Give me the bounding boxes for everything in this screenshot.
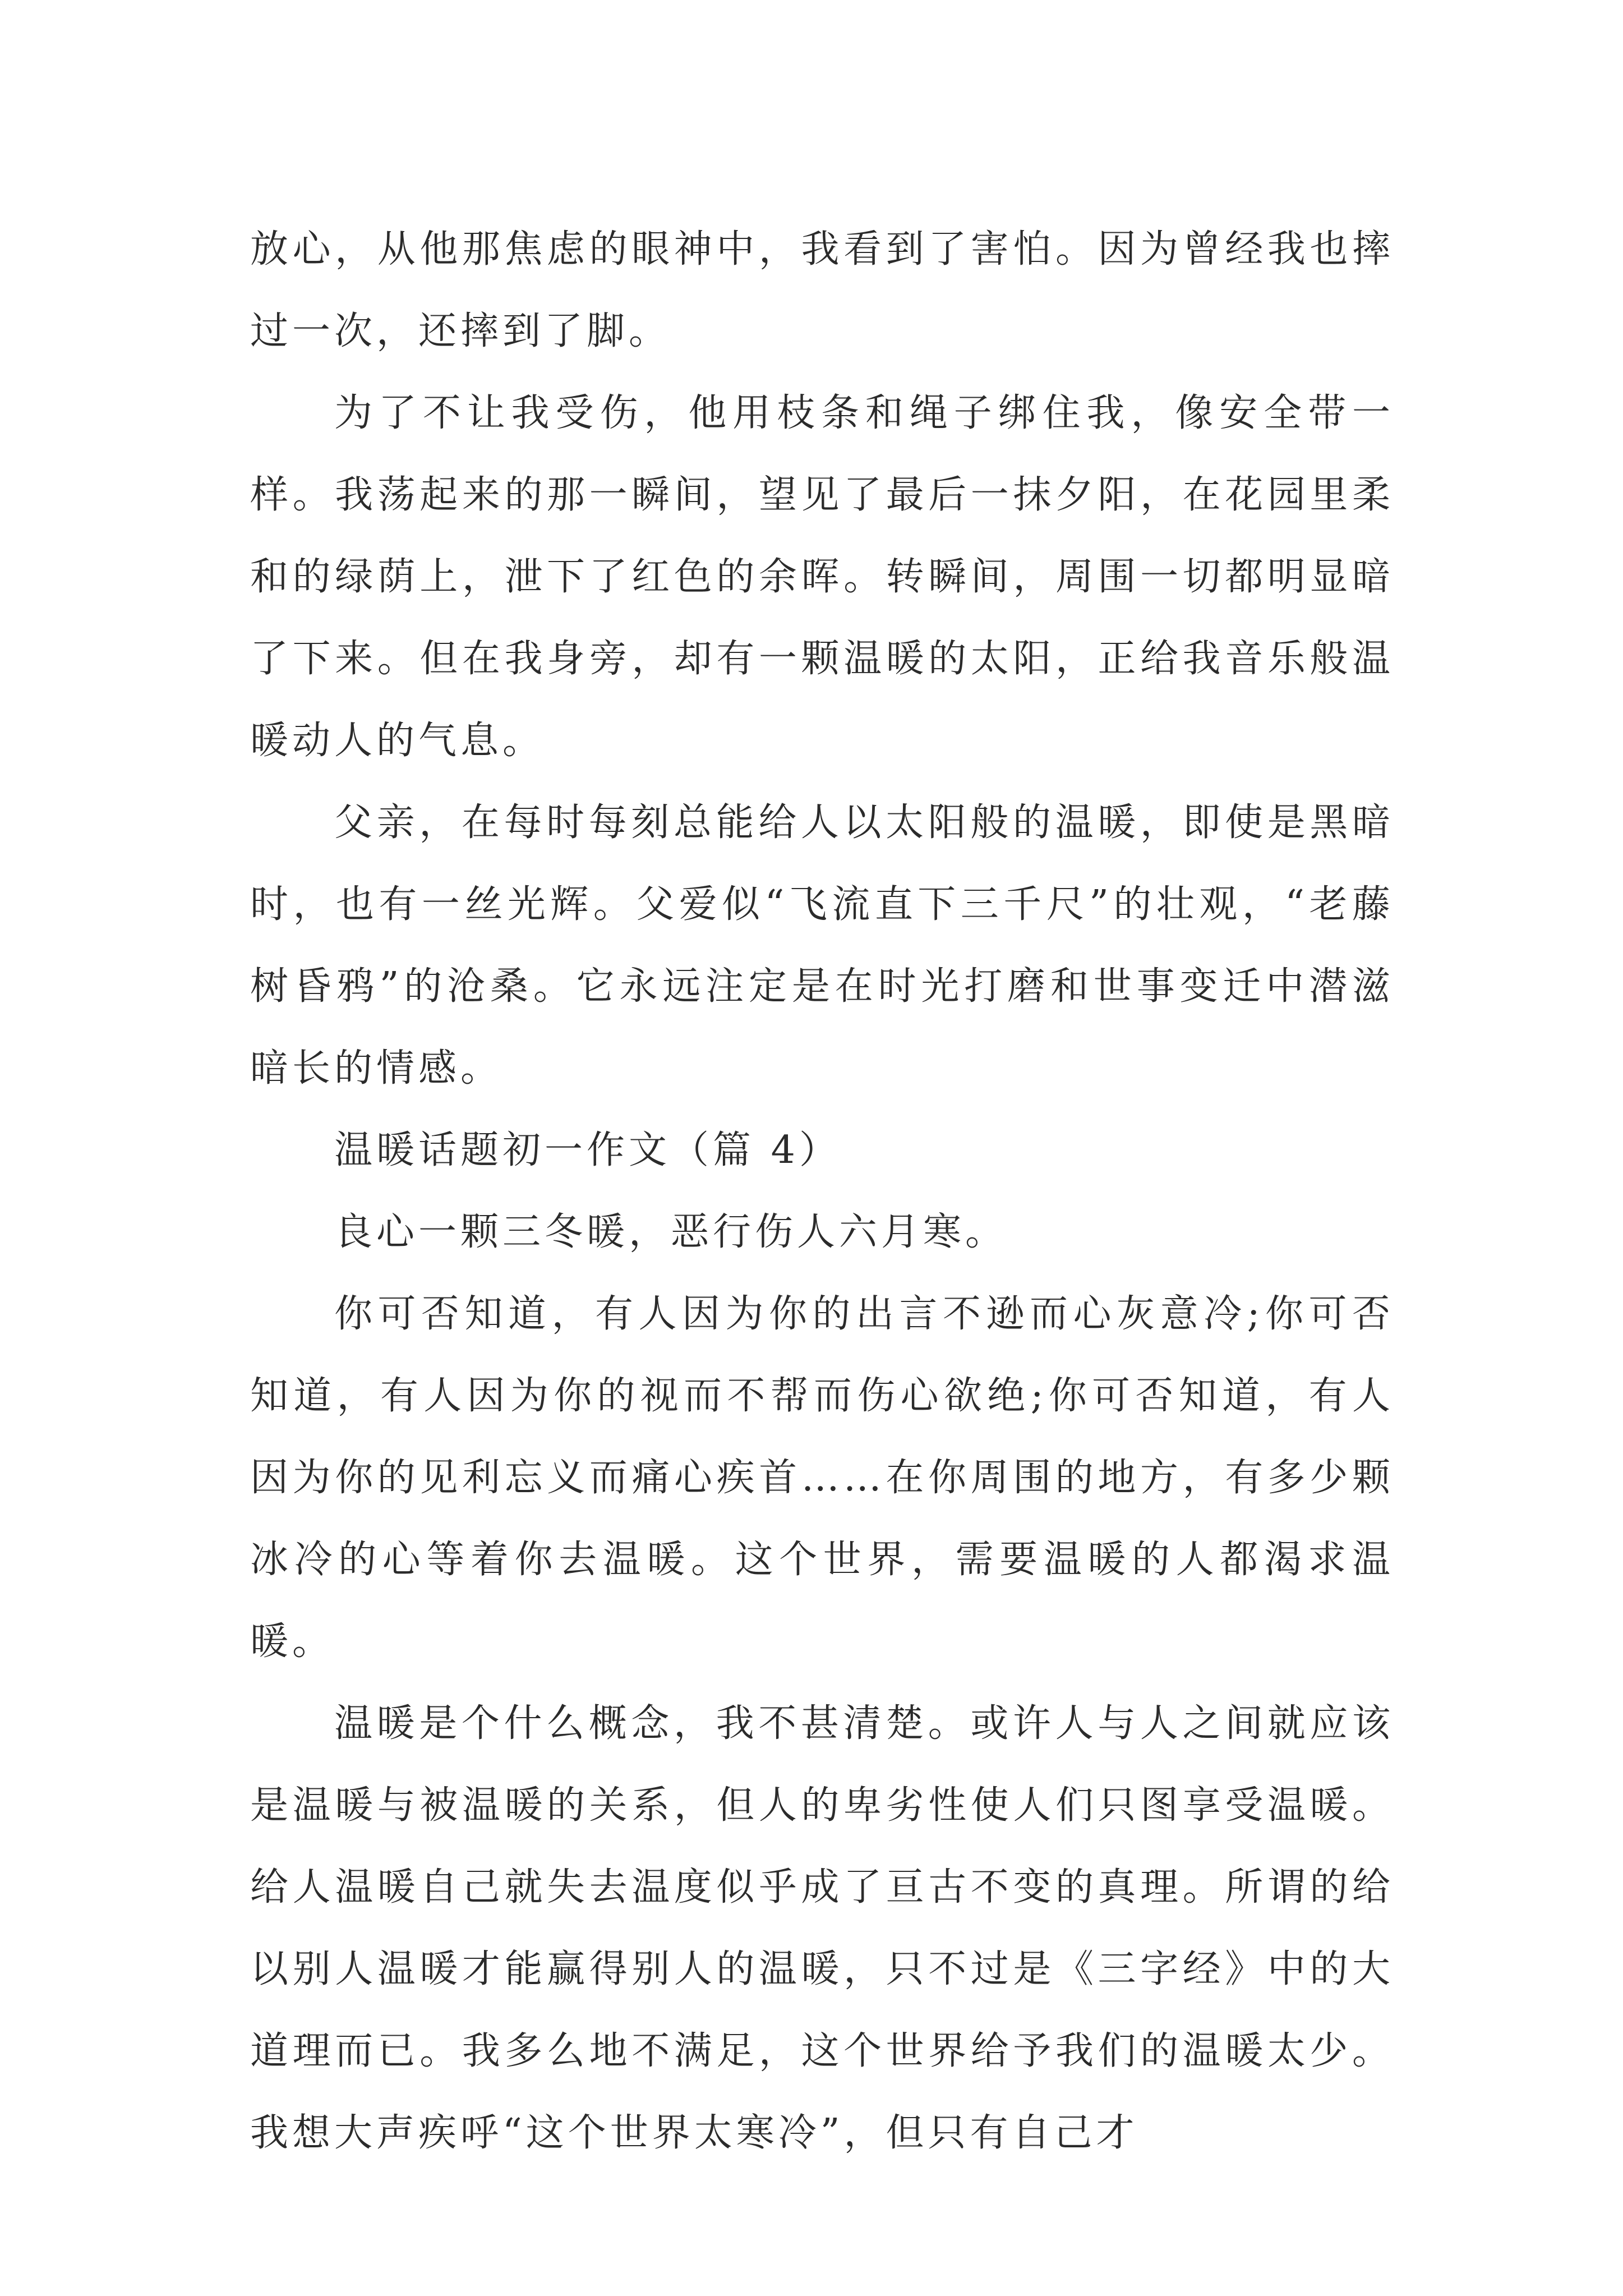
- paragraph-concept: 温暖是个什么概念，我不甚清楚。或许人与人之间就应该是温暖与被温暖的关系，但人的卑劣性使人们只图享受温暖。给人温暖自己就失去温度似乎成了亘古不变的真理。所谓的给以别人温暖才能赢得别人的温暖，只不过是《三字经》中的大道理而已。我多么地不满足，这个世界给予我们的温暖太少。我想大声疾呼“这个世界太寒冷”，但只有自己才: [250, 1701, 1394, 2155]
- essay-text-column: [250, 209, 1394, 2174]
- paragraph-proverb: 良心一颗三冬暖，恶行伤人六月寒。: [334, 1210, 1008, 1254]
- paragraph-swing: 为了不让我受伤，他用枝条和绳子绑住我，像安全带一样。我荡起来的那一瞬间，望见了最后一抹夕阳，在花园里柔和的绿荫上，泄下了红色的余晖。转瞬间，周围一切都明显暗了下来。但在我身旁，却有一颗温暖的太阳，正给我音乐般温暖动人的气息。: [250, 391, 1394, 763]
- paragraph-father: 父亲，在每时每刻总能给人以太阳般的温暖，即使是黑暗时，也有一丝光辉。父爱似“飞流直下三千尺”的壮观，“老藤树昏鸦”的沧桑。它永远注定是在时光打磨和世事变迁中潜滋暗长的情感。: [250, 800, 1394, 1091]
- paragraph-continuation: 放心，从他那焦虑的眼神中，我看到了害怕。因为曾经我也摔过一次，还摔到了脚。: [250, 227, 1394, 353]
- section-title: 温暖话题初一作文（篇 4）: [334, 1128, 841, 1172]
- paragraph-questions: 你可否知道，有人因为你的出言不逊而心灰意冷;你可否知道，有人因为你的视而不帮而伤心欲绝;你可否知道，有人因为你的见利忘义而痛心疾首……在你周围的地方，有多少颗冰冷的心等着你去温暖。这个世界，需要温暖的人都渴求温暖。: [250, 1292, 1394, 1664]
